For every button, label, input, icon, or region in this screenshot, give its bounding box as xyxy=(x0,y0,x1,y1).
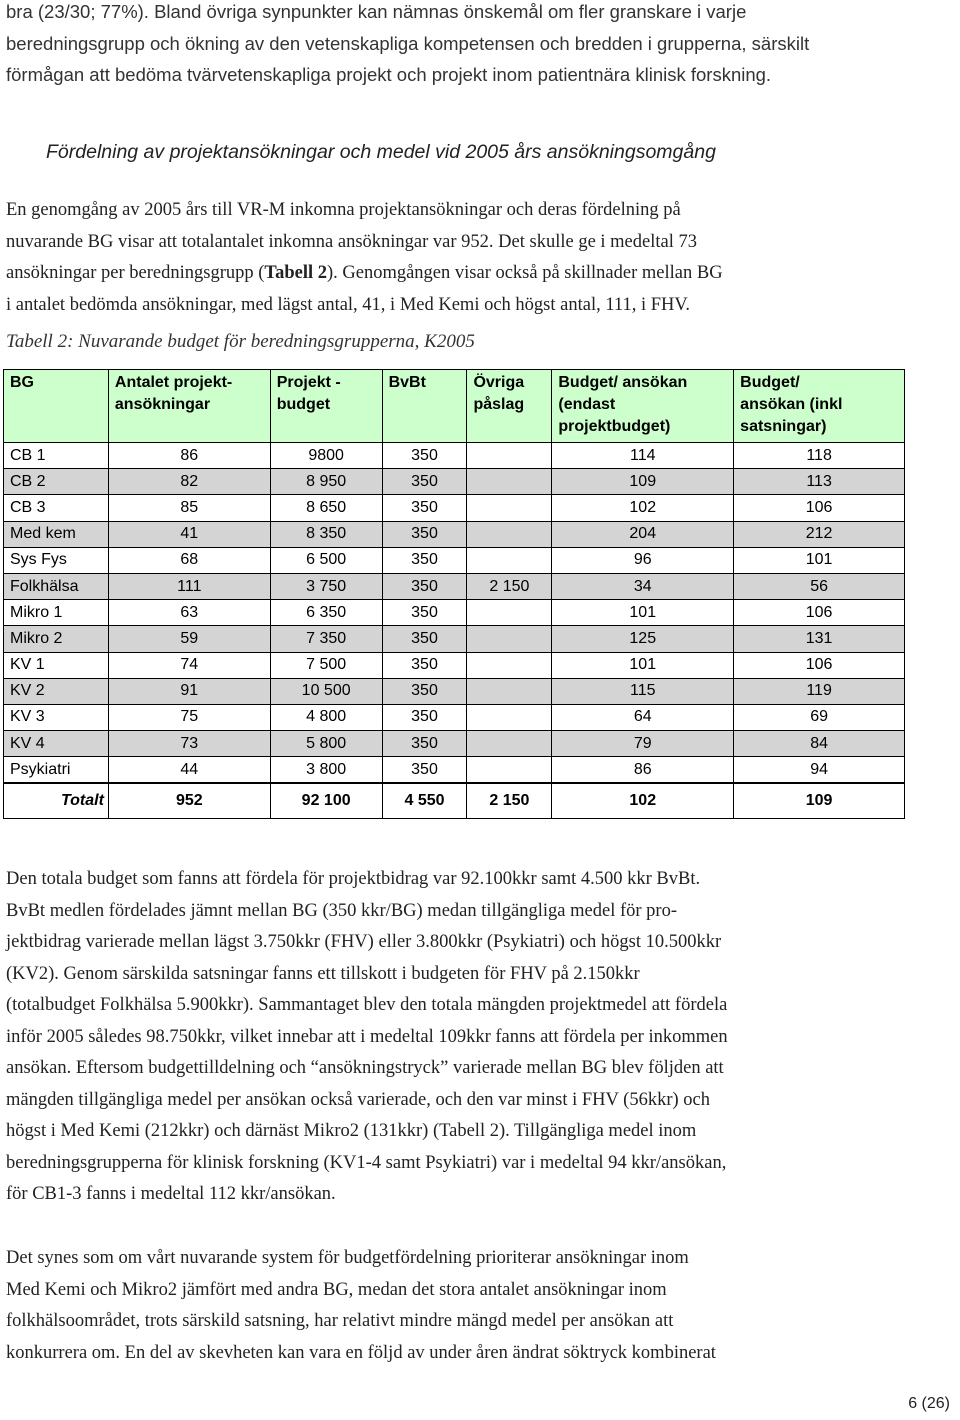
text-span: ). Genomgången visar också på skillnader mellan BG xyxy=(326,263,723,283)
header-line: ansökningar xyxy=(114,396,211,413)
intro-line: bra (23/30; 77%). Bland övriga synpunkter kan nämnas önskemål om fler granskare i varje xyxy=(6,1,747,22)
budget-table xyxy=(3,369,905,819)
cell-antal: 86 xyxy=(108,443,270,469)
cell-antal: 63 xyxy=(108,600,270,626)
table-row xyxy=(4,600,905,626)
table-row xyxy=(4,757,905,784)
cell-bvbt: 350 xyxy=(382,626,467,652)
cell-bvbt: 350 xyxy=(382,600,467,626)
cell-total-ovriga: 2 150 xyxy=(467,783,552,819)
cell-bg: Psykiatri xyxy=(4,757,109,784)
table-row xyxy=(4,443,905,469)
cell-bvbt: 350 xyxy=(382,704,467,730)
header-line: Antalet projekt- xyxy=(114,374,233,391)
cell-bvbt: 350 xyxy=(382,495,467,521)
cell-per-ansokan-inkl: 94 xyxy=(734,757,905,784)
cell-ovriga xyxy=(467,704,552,730)
cell-antal: 59 xyxy=(108,626,270,652)
cell-budget: 9800 xyxy=(270,443,382,469)
cell-ovriga xyxy=(467,652,552,678)
cell-total-budget: 92 100 xyxy=(270,783,382,819)
table-row xyxy=(4,469,905,495)
table-reference: Tabell 2 xyxy=(264,263,327,283)
header-line: Budget/ ansökan xyxy=(558,374,688,391)
cell-per-ansokan-inkl: 84 xyxy=(734,731,905,757)
paragraph-line: beredningsgrupperna för klinisk forskning (KV1-4 samt Psykiatri) var i medeltal 94 kkr/ansökan, xyxy=(6,1152,727,1173)
cell-per-ansokan-inkl: 106 xyxy=(734,600,905,626)
cell-per-ansokan-inkl: 106 xyxy=(734,652,905,678)
cell-bvbt: 350 xyxy=(382,731,467,757)
cell-antal: 73 xyxy=(108,731,270,757)
cell-antal: 85 xyxy=(108,495,270,521)
cell-ovriga: 2 150 xyxy=(467,573,552,599)
cell-budget: 5 800 xyxy=(270,731,382,757)
cell-antal: 44 xyxy=(108,757,270,784)
paragraph-line: (KV2). Genom särskilda satsningar fanns ett tillskott i budgeten för FHV på 2.150kkr xyxy=(6,963,640,984)
cell-per-ansokan: 79 xyxy=(552,731,734,757)
cell-bvbt: 350 xyxy=(382,678,467,704)
cell-per-ansokan: 204 xyxy=(552,521,734,547)
cell-antal: 82 xyxy=(108,469,270,495)
cell-bg: KV 4 xyxy=(4,731,109,757)
cell-ovriga xyxy=(467,626,552,652)
cell-per-ansokan: 64 xyxy=(552,704,734,730)
header-line: Projekt - xyxy=(276,374,341,391)
paragraph-line: inför 2005 således 98.750kkr, vilket innebar att i medeltal 109kkr fanns att fördela per inkommen xyxy=(6,1026,728,1047)
paragraph-line: Det synes som om vårt nuvarande system för budgetfördelning prioriterar ansökningar inom xyxy=(6,1248,689,1268)
intro-line: beredningsgrupp och ökning av den vetenskapliga kompetensen och bredden i grupperna, särskilt xyxy=(6,32,810,54)
table-row xyxy=(4,521,905,547)
cell-per-ansokan: 96 xyxy=(552,547,734,573)
paragraph-2 xyxy=(6,864,728,1211)
cell-antal: 41 xyxy=(108,521,270,547)
cell-bvbt: 350 xyxy=(382,652,467,678)
cell-per-ansokan-inkl: 119 xyxy=(734,678,905,704)
cell-budget: 8 650 xyxy=(270,495,382,521)
cell-budget: 6 350 xyxy=(270,600,382,626)
paragraph-line: för CB1-3 fanns i medeltal 112 kkr/ansökan. xyxy=(6,1184,336,1204)
cell-per-ansokan-inkl: 101 xyxy=(734,547,905,573)
header-line: Övriga xyxy=(473,374,525,391)
section-heading: Fördelning av projektansökningar och medel vid 2005 års ansökningsomgång xyxy=(46,141,716,163)
cell-bg: CB 3 xyxy=(4,495,109,521)
cell-bvbt: 350 xyxy=(382,521,467,547)
paragraph-line: BvBt medlen fördelades jämnt mellan BG (350 kkr/BG) medan tillgängliga medel för pro- xyxy=(6,900,677,921)
intro-line: förmågan att bedöma tvärvetenskapliga projekt och projekt inom patientnära klinisk forskning. xyxy=(6,64,772,85)
table-row xyxy=(4,626,905,652)
cell-antal: 111 xyxy=(108,573,270,599)
cell-total-bvbt: 4 550 xyxy=(382,783,467,819)
header-line: projektbudget) xyxy=(558,418,671,435)
cell-per-ansokan-inkl: 131 xyxy=(734,626,905,652)
cell-budget: 10 500 xyxy=(270,678,382,704)
cell-antal: 74 xyxy=(108,652,270,678)
cell-budget: 6 500 xyxy=(270,547,382,573)
cell-bvbt: 350 xyxy=(382,547,467,573)
cell-total-antal: 952 xyxy=(108,783,270,819)
cell-ovriga xyxy=(467,600,552,626)
cell-bg: Med kem xyxy=(4,521,109,547)
cell-per-ansokan: 125 xyxy=(552,626,734,652)
paragraph-line: jektbidrag varierade mellan lägst 3.750kkr (FHV) eller 3.800kkr (Psykiatri) och högst 10.500kkr xyxy=(6,932,722,952)
cell-per-ansokan-inkl: 56 xyxy=(734,573,905,599)
cell-per-ansokan: 34 xyxy=(552,573,734,599)
cell-per-ansokan-inkl: 106 xyxy=(734,495,905,521)
paragraph-line: Med Kemi och Mikro2 jämfört med andra BG, medan det stora antalet ansökningar inom xyxy=(6,1279,667,1300)
header-budget-per-ansokan xyxy=(552,370,734,443)
paragraph-line: ansökan. Eftersom budgettilldelning och “ansökningstryck” varierade mellan BG blev följden att xyxy=(6,1058,724,1078)
cell-budget: 7 350 xyxy=(270,626,382,652)
cell-budget: 8 350 xyxy=(270,521,382,547)
cell-total-label: Totalt xyxy=(4,783,109,819)
cell-budget: 3 750 xyxy=(270,573,382,599)
cell-bg: KV 3 xyxy=(4,704,109,730)
cell-ovriga xyxy=(467,443,552,469)
header-ovriga xyxy=(467,370,552,443)
header-line: budget xyxy=(276,396,331,413)
cell-bg: CB 1 xyxy=(4,443,109,469)
cell-bg: Mikro 1 xyxy=(4,600,109,626)
cell-per-ansokan: 101 xyxy=(552,652,734,678)
table-header-row xyxy=(4,370,905,443)
cell-budget: 7 500 xyxy=(270,652,382,678)
text-span: ansökningar per beredningsgrupp ( xyxy=(6,263,265,283)
cell-per-ansokan-inkl: 118 xyxy=(734,443,905,469)
cell-ovriga xyxy=(467,757,552,784)
header-bvbt: BvBt xyxy=(382,370,467,443)
header-line: påslag xyxy=(473,396,525,413)
table-row xyxy=(4,495,905,521)
cell-per-ansokan: 115 xyxy=(552,678,734,704)
cell-bg: Folkhälsa xyxy=(4,573,109,599)
table-total-row xyxy=(4,783,905,819)
cell-budget: 3 800 xyxy=(270,757,382,784)
paragraph-3 xyxy=(6,1243,716,1369)
paragraph-line: Den totala budget som fanns att fördela för projektbidrag var 92.100kkr samt 4.500 kkr BvBt. xyxy=(6,869,701,889)
cell-per-ansokan: 101 xyxy=(552,600,734,626)
cell-bg: Sys Fys xyxy=(4,547,109,573)
cell-ovriga xyxy=(467,495,552,521)
cell-ovriga xyxy=(467,547,552,573)
paragraph-line: folkhälsoområdet, trots särskild satsning, har relativt mindre mängd medel per ansökan att xyxy=(6,1311,674,1331)
cell-per-ansokan-inkl: 212 xyxy=(734,521,905,547)
cell-bg: KV 2 xyxy=(4,678,109,704)
cell-per-ansokan: 102 xyxy=(552,495,734,521)
cell-per-ansokan: 86 xyxy=(552,757,734,784)
cell-budget: 4 800 xyxy=(270,704,382,730)
cell-bvbt: 350 xyxy=(382,757,467,784)
paragraph-line: nuvarande BG visar att totalantalet inkomna ansökningar var 952. Det skulle ge i medeltal 73 xyxy=(6,231,697,252)
cell-bg: CB 2 xyxy=(4,469,109,495)
paragraph-line xyxy=(6,258,723,290)
cell-budget: 8 950 xyxy=(270,469,382,495)
cell-bvbt: 350 xyxy=(382,443,467,469)
table-row xyxy=(4,652,905,678)
paragraph-line: högst i Med Kemi (212kkr) och därnäst Mikro2 (131kkr) (Tabell 2). Tillgängliga medel inom xyxy=(6,1121,697,1141)
intro-paragraph xyxy=(6,0,951,91)
paragraph-1 xyxy=(6,195,723,321)
table-row xyxy=(4,731,905,757)
header-projektbudget xyxy=(270,370,382,443)
cell-per-ansokan: 114 xyxy=(552,443,734,469)
cell-total-per-ansokan: 102 xyxy=(552,783,734,819)
header-line: (endast xyxy=(558,396,616,413)
header-bg: BG xyxy=(4,370,109,443)
table-row xyxy=(4,547,905,573)
table-row xyxy=(4,678,905,704)
cell-bg: KV 1 xyxy=(4,652,109,678)
cell-per-ansokan-inkl: 69 xyxy=(734,704,905,730)
paragraph-line: (totalbudget Folkhälsa 5.900kkr). Sammantaget blev den totala mängden projektmedel att fördela xyxy=(6,995,728,1015)
cell-bvbt: 350 xyxy=(382,469,467,495)
paragraph-line: mängden tillgängliga medel per ansökan också varierade, och den var minst i FHV (56kkr) och xyxy=(6,1089,710,1110)
cell-total-per-ansokan-inkl: 109 xyxy=(734,783,905,819)
cell-ovriga xyxy=(467,469,552,495)
header-budget-per-ansokan-inkl xyxy=(734,370,905,443)
header-line: Budget/ xyxy=(740,374,800,391)
header-line: satsningar) xyxy=(740,418,827,435)
cell-antal: 68 xyxy=(108,547,270,573)
table-caption: Tabell 2: Nuvarande budget för beredningsgrupperna, K2005 xyxy=(6,331,475,352)
table-row xyxy=(4,573,905,599)
table-row xyxy=(4,704,905,730)
page-number: 6 (26) xyxy=(908,1395,950,1412)
cell-ovriga xyxy=(467,521,552,547)
cell-ovriga xyxy=(467,731,552,757)
paragraph-line: konkurrera om. En del av skevheten kan vara en följd av under åren ändrat söktryck kombinerat xyxy=(6,1342,716,1363)
cell-bvbt: 350 xyxy=(382,573,467,599)
header-antal xyxy=(108,370,270,443)
cell-per-ansokan-inkl: 113 xyxy=(734,469,905,495)
cell-per-ansokan: 109 xyxy=(552,469,734,495)
cell-antal: 91 xyxy=(108,678,270,704)
cell-ovriga xyxy=(467,678,552,704)
cell-bg: Mikro 2 xyxy=(4,626,109,652)
paragraph-line: i antalet bedömda ansökningar, med lägst antal, 41, i Med Kemi och högst antal, 111, i FHV. xyxy=(6,294,690,315)
cell-antal: 75 xyxy=(108,704,270,730)
paragraph-line: En genomgång av 2005 års till VR-M inkomna projektansökningar och deras fördelning på xyxy=(6,200,681,220)
header-line: ansökan (inkl xyxy=(740,396,843,413)
